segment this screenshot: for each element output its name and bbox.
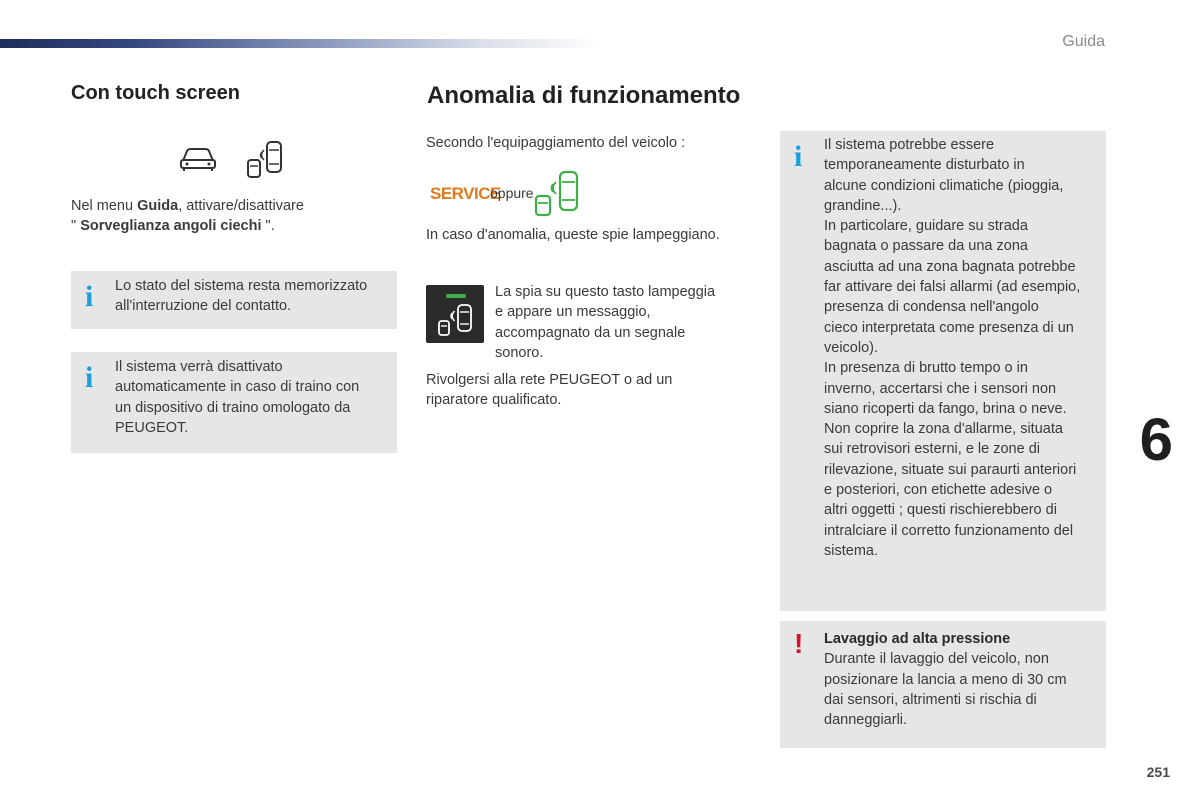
menu-instruction — [71, 196, 391, 237]
menu-name: Guida — [137, 198, 179, 214]
info-icon: i — [85, 280, 94, 313]
info-weather-text: Il sistema potrebbe essere temporaneamente disturbato in alcune condizioni climatiche (pioggia, grandine...). In particolare, guidare su strada bagnata o passare da una zona asciutta ad una zona bagnata potrebbe far attivare dei falsi allarmi (ad esempio, presenza di condensa nell'angolo cieco interpretata come presenza di un veicolo). In presenza di brutto tempo o in inverno, accertarsi che i sensori non siano ricoperti da fango, brina o neve. Non coprire la zona d'allarme, situata sui retrovisori esterni, e le zone di rilevazione, situate sui paraurti anteriori e posteriori, con etichette adesive o altri oggetti ; questi rischierebbero di intralciare il corretto funzionamento del sistema. — [824, 137, 1081, 559]
blind-spot-warning-icon — [532, 170, 582, 218]
chapter-number: 6 — [1139, 406, 1173, 473]
warning-text: Lavaggio ad alta pressione Durante il lavaggio del veicolo, non posizionare la lancia a meno di 30 cm dai sensori, altrimenti si rischia di danneggiarli. — [824, 629, 1096, 730]
info-note-weather — [780, 131, 1106, 611]
warning-title: Lavaggio ad alta pressione — [824, 631, 1011, 647]
blind-spot-button-icon — [426, 285, 484, 343]
info-note-text: Lo stato del sistema resta memorizzato all'interruzione del contatto. — [115, 278, 368, 315]
malfunction-heading: Anomalia di funzionamento — [427, 82, 741, 109]
feature-name: Sorveglianza angoli ciechi — [80, 218, 262, 235]
menu-instruction-line-2: " Sorveglianza angoli ciechi ". — [71, 218, 275, 235]
or-label: oppure — [490, 185, 534, 201]
info-note-text: Il sistema verrà disattivato automaticamente in caso di traino con un dispositivo di traino omologato da PEUGEOT. — [115, 359, 360, 436]
warning-icon: ! — [794, 628, 804, 659]
warning-lights-row — [430, 170, 590, 218]
info-note-towing — [71, 352, 397, 453]
blink-statement: In caso d'anomalia, queste spie lampeggiano. — [426, 227, 720, 243]
button-blink-text: La spia su questo tasto lampeggia e appare un messaggio, accompagnato da un segnale sonoro. — [495, 284, 716, 361]
blind-spot-monitor-icon — [245, 140, 285, 180]
header-rule — [0, 39, 600, 48]
touch-screen-heading: Con touch screen — [71, 82, 240, 104]
info-icon: i — [794, 140, 803, 173]
contact-dealer-text: Rivolgersi alla rete PEUGEOT o ad un riparatore qualificato. — [426, 372, 673, 409]
car-front-icon — [178, 143, 218, 173]
menu-instruction-line-1: Nel menu Guida, attivare/disattivare — [71, 198, 304, 214]
equipment-intro: Secondo l'equipaggiamento del veicolo : — [426, 135, 686, 151]
info-note-memorized — [71, 271, 397, 329]
info-icon: i — [85, 361, 94, 394]
service-warning-icon: SERVICE — [430, 184, 501, 203]
warning-note-pressure-wash — [780, 621, 1106, 748]
page-number: 251 — [1146, 764, 1170, 780]
section-label: Guida — [1062, 33, 1105, 50]
